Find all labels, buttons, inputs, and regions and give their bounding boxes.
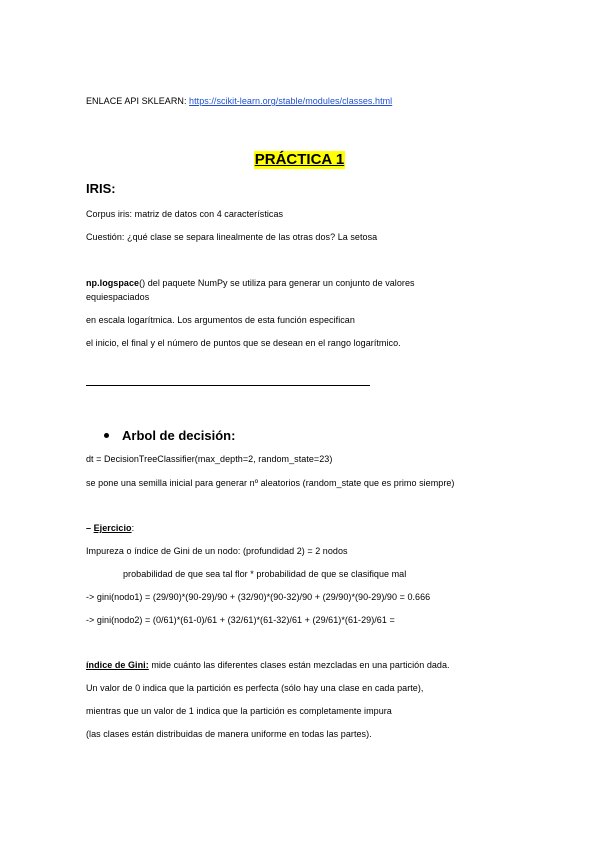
logspace-function-name: np.logspace — [86, 278, 140, 288]
gini-node1-line: -> gini(nodo1) = (29/90)*(90-29)/90 + (32/90)*(90-32)/90 + (29/90)*(90-29)/90 = 0.666 — [86, 592, 431, 602]
exercise-line-1: Impureza o índice de Gini de un nodo: (profundidad 2) = 2 nodos — [86, 546, 348, 556]
bullet-icon — [104, 433, 109, 438]
decision-tree-heading-row — [104, 428, 235, 444]
api-link-prefix: ENLACE API SKLEARN: — [86, 96, 190, 106]
gini-definition-line-1 — [86, 660, 450, 671]
logspace-line-1-rest: () del paquete NumPy se utiliza para generar un conjunto de valores — [139, 278, 415, 288]
exercise-dash: – — [86, 523, 94, 533]
corpus-line: Corpus iris: matriz de datos con 4 características — [86, 209, 284, 219]
logspace-line-1 — [86, 278, 415, 289]
title-container — [0, 151, 599, 169]
separator-line — [86, 385, 370, 386]
exercise-heading — [86, 523, 134, 534]
gini-definition-line-2: Un valor de 0 indica que la partición es perfecta (sólo hay una clase en cada parte), — [86, 683, 424, 693]
seed-line: se pone una semilla inicial para generar nº aleatorios (random_state que es primo siempre) — [86, 478, 455, 488]
api-link-line — [86, 96, 392, 107]
iris-heading: IRIS: — [86, 181, 116, 196]
gini-definition-line-4: (las clases están distribuidas de manera uniforme en todas las partes). — [86, 729, 372, 739]
decision-tree-heading: Arbol de decisión: — [122, 428, 236, 443]
decision-tree-code-line: dt = DecisionTreeClassifier(max_depth=2, random_state=23) — [86, 454, 333, 464]
logspace-line-2: equiespaciados — [86, 292, 150, 302]
logspace-line-4: el inicio, el final y el número de puntos que se desean en el rango logarítmico. — [86, 338, 401, 348]
sklearn-api-link[interactable]: https://scikit-learn.org/stable/modules/classes.html — [189, 96, 393, 106]
page-title: PRÁCTICA 1 — [254, 151, 345, 168]
gini-line-1-rest: mide cuánto las diferentes clases están mezcladas en una partición dada. — [148, 660, 450, 670]
exercise-label: Ejercicio — [93, 523, 132, 533]
gini-definition-line-3: mientras que un valor de 1 indica que la partición es completamente impura — [86, 706, 392, 716]
exercise-colon: : — [131, 523, 135, 533]
gini-label: índice de Gini: — [86, 660, 149, 670]
logspace-line-3: en escala logarítmica. Los argumentos de esta función especifican — [86, 315, 355, 325]
question-line: Cuestión: ¿qué clase se separa linealmente de las otras dos? La setosa — [86, 232, 378, 242]
gini-node2-line: -> gini(nodo2) = (0/61)*(61-0)/61 + (32/61)*(61-32)/61 + (29/61)*(61-29)/61 = — [86, 615, 395, 625]
exercise-line-2: probabilidad de que sea tal flor * probabilidad de que se clasifique mal — [123, 569, 407, 579]
